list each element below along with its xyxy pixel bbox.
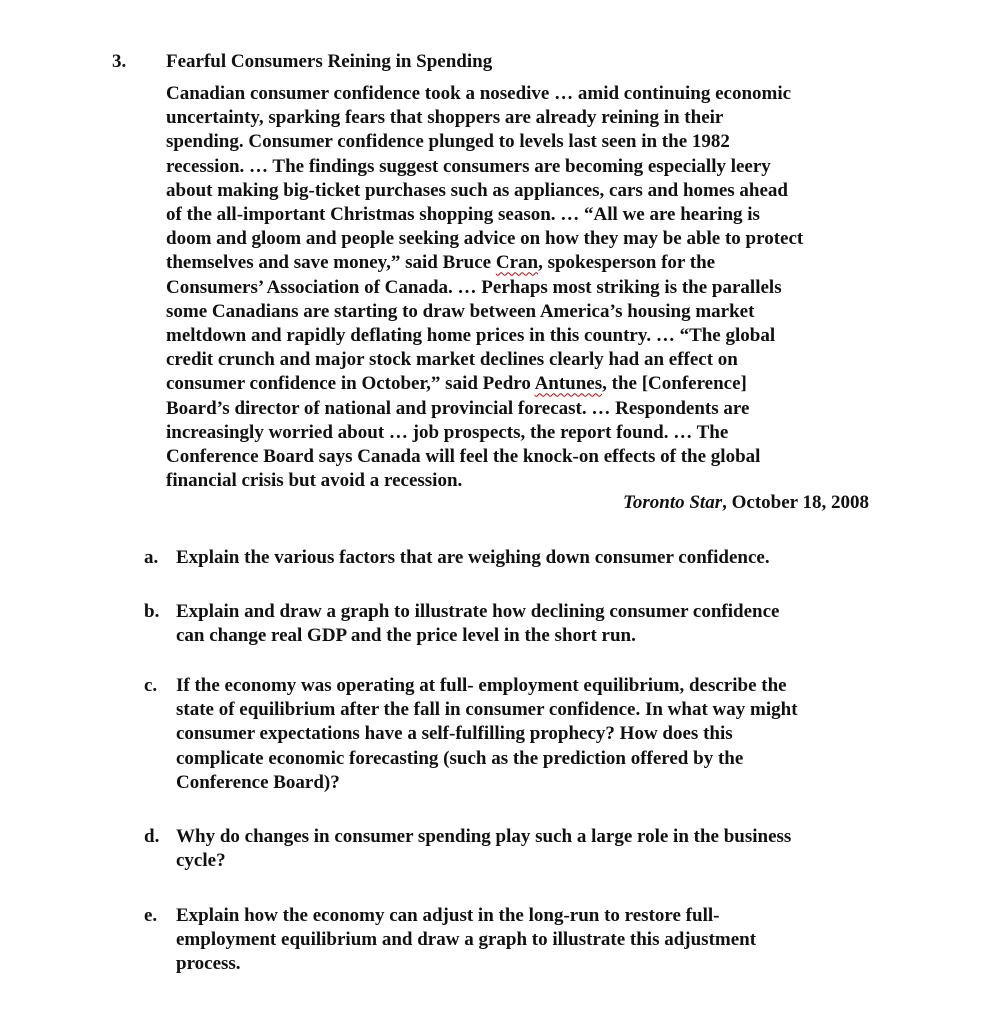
question-letter: e. <box>144 905 158 926</box>
question-c <box>144 674 874 795</box>
question-line: Explain the various factors that are weighing down consumer confidence. <box>176 547 770 568</box>
passage-line: Conference Board says Canada will feel the knock-on effects of the global <box>166 446 761 468</box>
citation-date: , October 18, 2008 <box>722 492 869 513</box>
problem-title: Fearful Consumers Reining in Spending <box>166 51 493 72</box>
spellcheck-flagged-word: Antunes <box>534 373 603 395</box>
question-line: process. <box>176 953 241 975</box>
question-line: employment equilibrium and draw a graph to illustrate this adjustment <box>176 929 757 951</box>
question-text <box>176 546 874 570</box>
question-line: Why do changes in consumer spending play such a large role in the business <box>176 826 792 847</box>
question-letter: c. <box>144 675 158 696</box>
question-letter: b. <box>144 601 160 622</box>
question-a <box>144 546 874 570</box>
passage-line: uncertainty, sparking fears that shoppers are already reining in their <box>166 107 724 129</box>
question-letter: a. <box>144 547 159 568</box>
passage-line <box>166 372 886 396</box>
passage-text: consumer confidence in October,” said Pedro <box>166 373 535 395</box>
citation-publication: Toronto Star <box>623 492 723 513</box>
passage-line: financial crisis but avoid a recession. <box>166 470 463 492</box>
question-line: Conference Board)? <box>176 771 340 793</box>
passage-line: spending. Consumer confidence plunged to levels last seen in the 1982 <box>166 131 730 153</box>
passage-line: of the all-important Christmas shopping season. … “All we are hearing is <box>166 204 760 226</box>
question-e <box>144 904 874 977</box>
question-letter: d. <box>144 826 160 847</box>
question-b <box>144 600 874 648</box>
passage-line: Board’s director of national and provincial forecast. … Respondents are <box>166 397 750 419</box>
passage-line: some Canadians are starting to draw between America’s housing market <box>166 300 755 322</box>
question-text <box>176 825 874 873</box>
question-line: cycle? <box>176 850 226 872</box>
article-excerpt <box>166 82 886 493</box>
question-line: can change real GDP and the price level in the short run. <box>176 625 636 647</box>
passage-line: increasingly worried about … job prospects, the report found. … The <box>166 421 729 443</box>
question-line: Explain and draw a graph to illustrate how declining consumer confidence <box>176 601 780 622</box>
question-line: If the economy was operating at full- employment equilibrium, describe the <box>176 675 787 696</box>
question-line: state of equilibrium after the fall in consumer confidence. In what way might <box>176 699 798 721</box>
question-text <box>176 674 874 795</box>
passage-line: Consumers’ Association of Canada. … Perhaps most striking is the parallels <box>166 276 782 298</box>
passage-line: credit crunch and major stock market declines clearly had an effect on <box>166 349 738 371</box>
question-line: consumer expectations have a self-fulfilling prophecy? How does this <box>176 723 733 745</box>
passage-line: doom and gloom and people seeking advice on how they may be able to protect <box>166 228 804 250</box>
passage-line <box>166 251 886 275</box>
passage-line: recession. … The findings suggest consumers are becoming especially leery <box>166 155 771 177</box>
question-text <box>176 600 874 648</box>
passage-text: , the [Conference] <box>602 373 747 395</box>
spellcheck-flagged-word: Cran <box>495 252 539 274</box>
passage-text: themselves and save money,” said Bruce <box>166 252 496 274</box>
problem-number: 3. <box>112 51 127 72</box>
question-line: complicate economic forecasting (such as the prediction offered by the <box>176 747 744 769</box>
passage-line: meltdown and rapidly deflating home prices in this country. … “The global <box>166 325 776 347</box>
question-line: Explain how the economy can adjust in the long-run to restore full- <box>176 905 720 926</box>
passage-line: Canadian consumer confidence took a nosedive … amid continuing economic <box>166 83 792 104</box>
passage-line: about making big-ticket purchases such as appliances, cars and homes ahead <box>166 179 788 201</box>
question-text <box>176 904 874 977</box>
source-citation <box>623 491 869 515</box>
passage-text: , spokesperson for the <box>538 252 716 274</box>
question-d <box>144 825 874 873</box>
